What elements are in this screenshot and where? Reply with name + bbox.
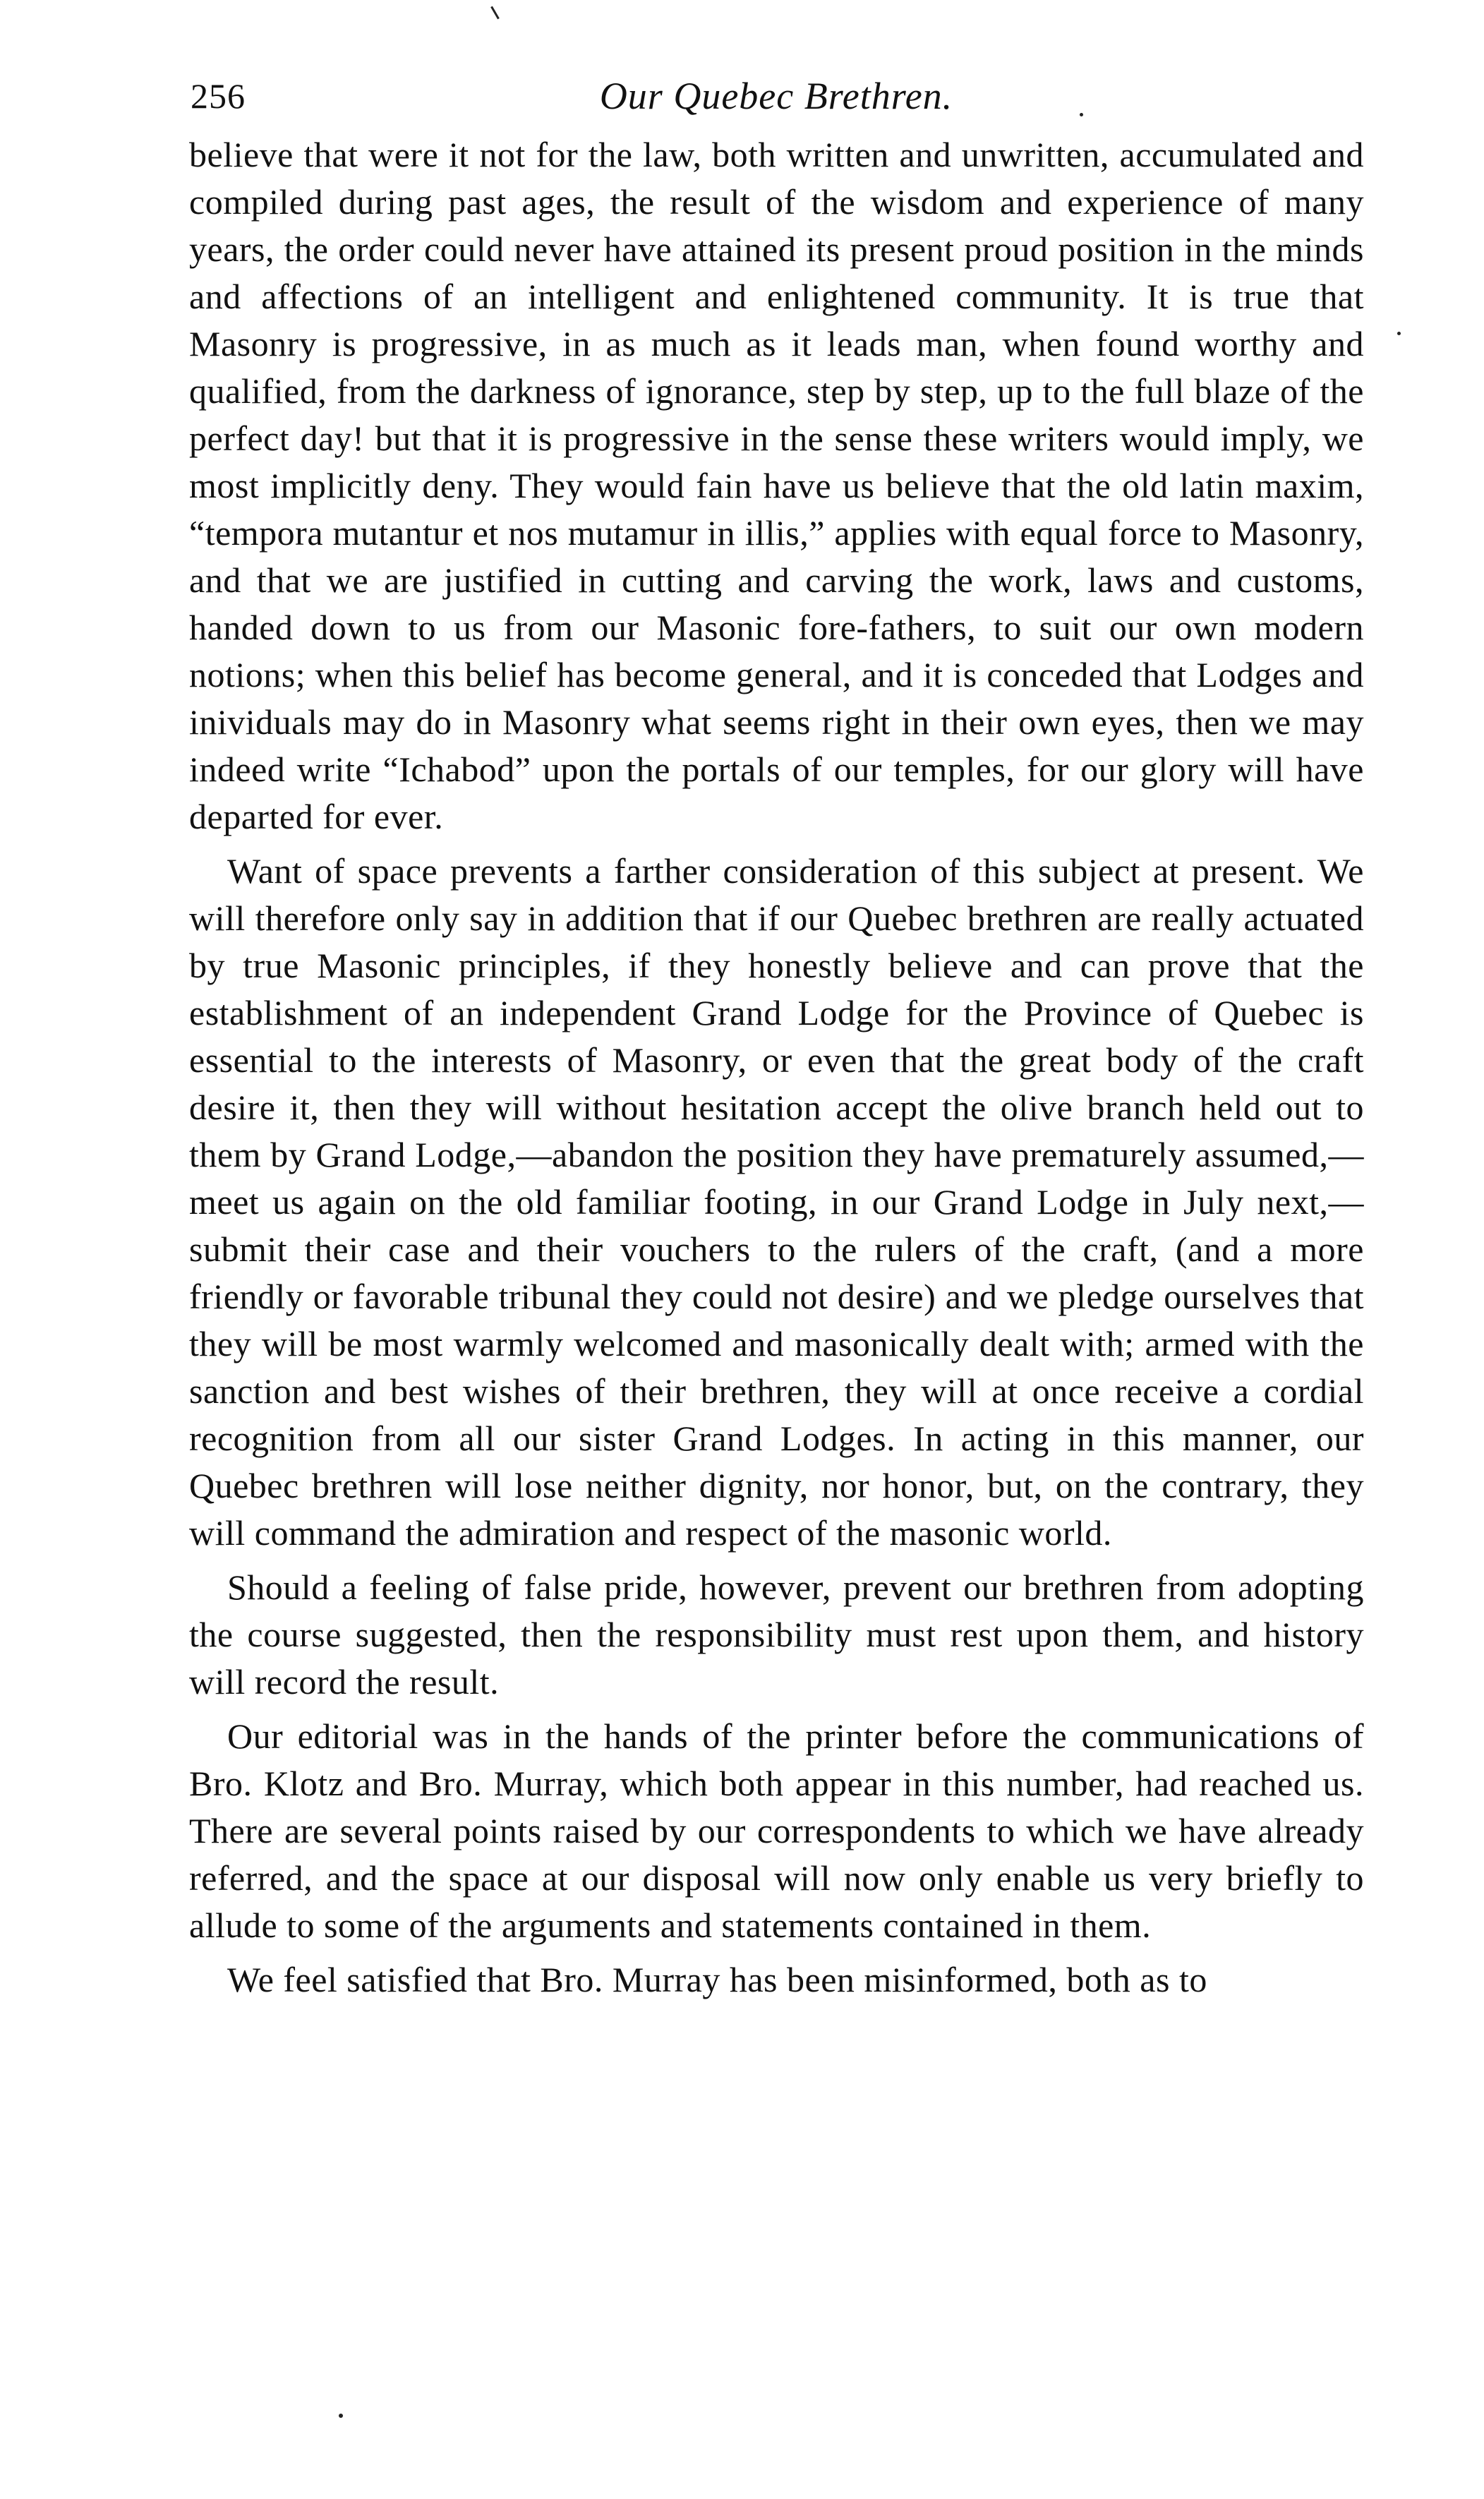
article-body	[189, 131, 1364, 2004]
running-header	[191, 68, 1362, 124]
print-speck	[339, 2414, 343, 2418]
print-speck	[1397, 332, 1401, 335]
print-speck	[490, 6, 500, 20]
running-title: Our Quebec Brethren.	[599, 75, 953, 117]
paragraph-continued: believe that were it not for the law, both written and unwritten, accumulated and compiled during past ages, the result of the wisdom and experience of many years, the order could never have attained its present proud position in the minds and affections of an intelligent and enlightened community. It is true that Masonry is progressive, in as much as it leads man, when found worthy and qualified, from the darkness of ignorance, step by step, up to the full blaze of the perfect day! but that it is progressive in the sense these writers would imply, we most implicitly deny. They would fain have us believe that the old latin maxim, “tempora mutantur et nos mutamur in illis,” applies with equal force to Masonry, and that we are justified in cutting and carving the work, laws and customs, handed down to us from our Masonic fore-fathers, to suit our own modern notions; when this belief has become general, and it is conceded that Lodges and inividuals may do in Masonry what seems right in their own eyes, then we may indeed write “Ichabod” upon the portals of our temples, for our glory will have departed for ever.	[189, 135, 1364, 836]
paragraph: Should a feeling of false pride, however, prevent our brethren from adopting the course suggested, then the responsibility must rest upon them, and history will record the result.	[189, 1567, 1364, 1702]
paragraph: We feel satisfied that Bro. Murray has been misinformed, both as to	[227, 1960, 1207, 1999]
print-speck	[1080, 113, 1083, 116]
paragraph: Want of space prevents a farther consideration of this subject at present. We will therefore only say in addition that if our Quebec brethren are really actuated by true Masonic principles, if they honestly believe and can prove that the establishment of an independent Grand Lodge for the Province of Quebec is essential to the interests of Masonry, or even that the great body of the craft desire it, then they will without hesitation accept the olive branch held out to them by Grand Lodge,—abandon the position they have prematurely assumed,—meet us again on the old familiar footing, in our Grand Lodge in July next,—submit their case and their vouchers to the rulers of the craft, (and a more friendly or favorable tribunal they could not desire) and we pledge ourselves that they will be most warmly welcomed and masonically dealt with; armed with the sanction and best wishes of their brethren, they will at once receive a cordial recognition from all our sister Grand Lodges. In acting in this manner, our Quebec brethren will lose neither dignity, nor honor, but, on the contrary, they will command the admiration and respect of the masonic world.	[189, 851, 1364, 1553]
page-number: 256	[191, 76, 246, 116]
paragraph: Our editorial was in the hands of the printer before the communications of Bro. Klotz and Bro. Murray, which both appear in this number, had reached us. There are several points raised by our correspondents to which we have already referred, and the space at our disposal will now only enable us very briefly to allude to some of the arguments and statements contained in them.	[189, 1716, 1364, 1945]
